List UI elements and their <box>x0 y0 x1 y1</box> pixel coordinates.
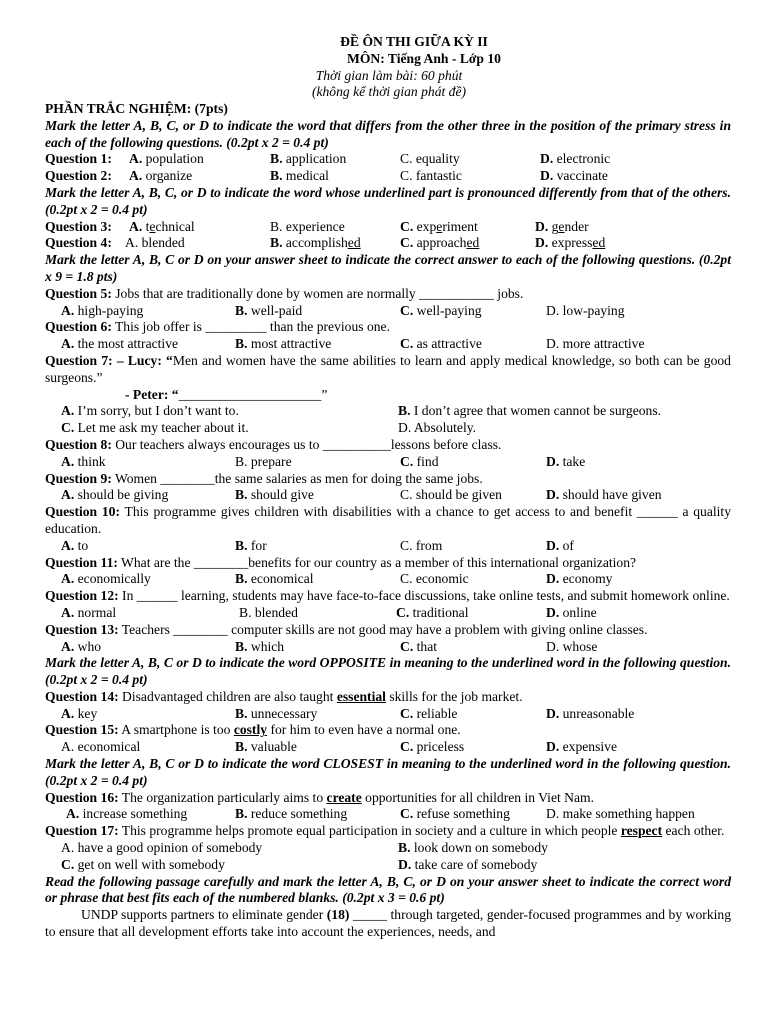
instruction-opposite: Mark the letter A, B, C or D to indicate the word OPPOSITE in meaning to the underlined word in the following question. (0.2pt x 2 = 0.4 pt) <box>45 655 731 688</box>
question-17-options-cd: C. get on well with somebody D. take care of somebody <box>61 856 538 872</box>
option-a: A. blended <box>125 235 185 251</box>
option-a: organize <box>145 168 193 184</box>
exam-header <box>0 34 768 101</box>
question-5-options: A. high-paying B. well-paid C. well-paying D. low-paying <box>61 302 625 318</box>
question-7-peter: - Peter: “_____________________” <box>125 386 328 402</box>
question-16-options: A. increase something B. reduce something C. refuse something D. make something happen <box>66 806 695 822</box>
question-11: Question 11: What are the ________benefits for our country as a member of this international organization? <box>45 554 637 570</box>
exam-content <box>45 101 731 941</box>
question-8: Question 8: Our teachers always encourages us to __________lessons before class. <box>45 436 502 452</box>
question-3: Question 3: A. technical B. experience C. experiment D. gender <box>45 218 589 234</box>
question-5: Question 5: Jobs that are traditionally done by women are normally ___________ jobs. <box>45 285 524 301</box>
option-c: C. equality <box>400 151 460 167</box>
question-12: Question 12: In ______ learning, students may have face-to-face discussions, take online tests, and submit homework online. <box>45 588 730 604</box>
instruction-passage: Read the following passage carefully and mark the letter A, B, C, or D on your answer sheet to indicate the correct word or phrase that best fits each of the numbered blanks. (0.2pt x 3 = 0.6 pt) <box>45 873 731 906</box>
question-13-options: A. who B. which C. that D. whose <box>61 638 598 654</box>
question-label: Question 1: <box>45 151 112 167</box>
question-15: Question 15: A smartphone is too costly for him to even have a normal one. <box>45 722 461 738</box>
option-b: medical <box>285 168 329 184</box>
question-9: Question 9: Women ________the same salaries as men for doing the same jobs. <box>45 470 483 486</box>
exam-subject: MÔN: Tiếng Anh - Lớp 10 <box>347 50 501 66</box>
instruction-correct-answer: Mark the letter A, B, C or D on your answer sheet to indicate the correct answer to each of the following questions. (0.2pt x 9 = 1.8 pts) <box>45 252 731 284</box>
question-7-options-cd: C. Let me ask my teacher about it. D. Absolutely. <box>61 420 477 436</box>
question-label: Question 4: <box>45 235 112 251</box>
option-d: vaccinate <box>556 168 608 184</box>
instruction-pronunciation: Mark the letter A, B, C, or D to indicate the word whose underlined part is pronounced differently from that of the others. (0.2pt x 2 = 0.4 pt) <box>45 184 731 217</box>
question-label: Question 2: <box>45 168 112 184</box>
question-12-options: A. normal B. blended C. traditional D. online <box>61 604 597 620</box>
question-9-options: A. should be giving B. should give C. should be given D. should have given <box>61 487 662 503</box>
passage-text: UNDP supports partners to eliminate gender (18) _____ through targeted, gender-focused programmes and by working to ensure that all development efforts take into account the experiences, needs, and <box>45 907 731 940</box>
instruction-closest: Mark the letter A, B, C or D to indicate the word CLOSEST in meaning to the underlined word in the following question. (0.2pt x 2 = 0.4 pt) <box>45 756 731 788</box>
question-11-options: A. economically B. economical C. economic D. economy <box>61 571 613 587</box>
question-14-options: A. key B. unnecessary C. reliable D. unreasonable <box>61 705 635 721</box>
exam-note: (không kể thời gian phát đề) <box>311 84 467 100</box>
section-title: PHẦN TRẮC NGHIỆM: (7pts) <box>45 101 228 116</box>
question-17-options-ab: A. have a good opinion of somebody B. look down on somebody <box>61 840 548 856</box>
option-d: electronic <box>556 151 611 167</box>
question-1: Question 1: A. population B. application C. equality D. electronic <box>45 151 611 167</box>
option-b: application <box>285 151 347 167</box>
option-b: B. experience <box>270 218 345 234</box>
question-4: Question 4: A. blended B. accomplished C. approached D. expressed <box>45 235 606 251</box>
question-2: Question 2: A. organize B. medical C. fantastic D. vaccinate <box>45 168 608 184</box>
option-c: C. fantastic <box>400 168 462 184</box>
question-10: Question 10: This programme gives children with disabilities with a chance to get access to and benefit ______ a quality education. <box>45 504 732 536</box>
question-7-options-ab: A. I’m sorry, but I don’t want to. B. I don’t agree that women cannot be surgeons. <box>61 403 662 419</box>
question-14: Question 14: Disadvantaged children are also taught essential skills for the job market. <box>45 688 523 704</box>
option-a: population <box>145 151 204 167</box>
question-7: Question 7: – Lucy: “Men and women have the same abilities to learn and apply medical knowledge, so both can be good surgeons.” <box>45 352 731 385</box>
exam-title: ĐỀ ÔN THI GIỮA KỲ II <box>340 34 488 49</box>
question-6-options: A. the most attractive B. most attractive C. as attractive D. more attractive <box>61 336 645 352</box>
question-label: Question 3: <box>45 218 112 234</box>
question-10-options: A. to B. for C. from D. of <box>61 537 574 553</box>
exam-time: Thời gian làm bài: 60 phút <box>315 67 463 83</box>
question-13: Question 13: Teachers ________ computer skills are not good may have a problem with giving online classes. <box>45 621 648 637</box>
instruction-stress: Mark the letter A, B, C, or D to indicate the word that differs from the other three in the position of the primary stress in each of the following questions. (0.2pt x 2 = 0.4 pt) <box>45 117 731 150</box>
question-16: Question 16: The organization particularly aims to create opportunities for all children in Viet Nam. <box>45 789 594 805</box>
question-15-options: A. economical B. valuable C. priceless D. expensive <box>61 739 617 755</box>
question-8-options: A. think B. prepare C. find D. take <box>61 453 586 469</box>
question-17: Question 17: This programme helps promote equal participation in society and a culture in which people respect each other. <box>45 823 725 839</box>
question-6: Question 6: This job offer is _________ than the previous one. <box>45 319 390 335</box>
